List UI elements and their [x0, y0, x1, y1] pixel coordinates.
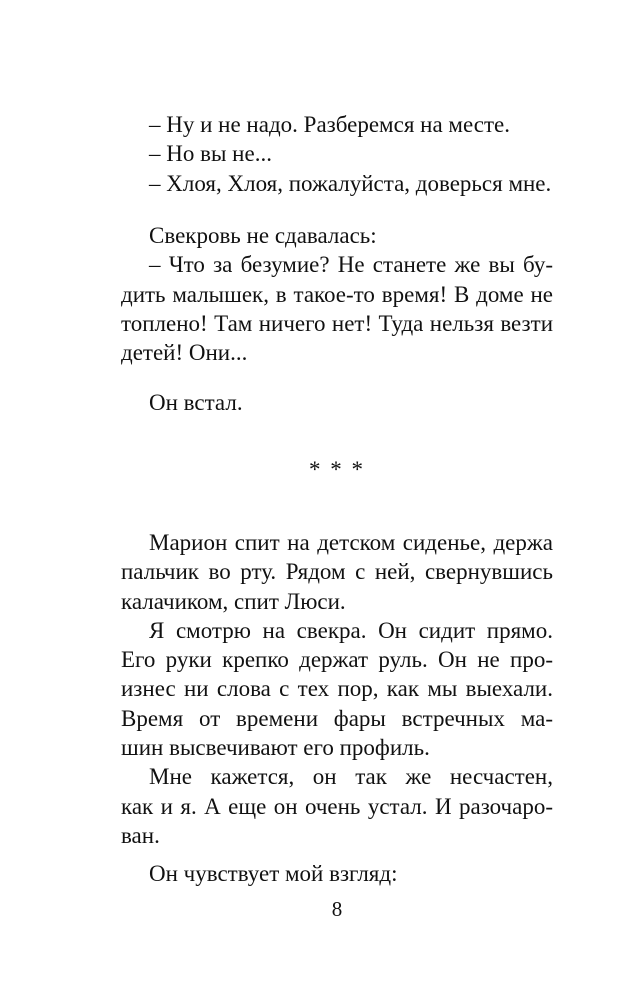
section-separator: * * *: [309, 457, 365, 482]
text-line: – Ну и не надо. Разберемся на месте.: [149, 112, 510, 137]
text-line: шин высвечивают его профиль.: [121, 735, 430, 761]
text-line: изнес ни слова с тех пор, как мы выехали.: [121, 676, 553, 702]
text-line: детей! Они...: [121, 340, 248, 366]
text-line: – Но вы не...: [149, 141, 272, 167]
text-line: – Хлоя, Хлоя, пожалуйста, доверься мне.: [149, 170, 552, 196]
text-line: пальчик во рту. Рядом с ней, свернувшись: [121, 559, 553, 585]
dialogue-block-1: [121, 110, 553, 198]
text-line: Он встал.: [149, 390, 243, 415]
text-line: дить малышек, в такое-то время! В доме не: [121, 281, 553, 307]
text-line: Его руки крепко держат руль. Он не про-: [121, 647, 553, 673]
text-line: как и я. А еще он очень устал. И разочаро-: [121, 793, 553, 819]
page-number: 8: [331, 897, 343, 921]
text-line: топлено! Там ничего нет! Туда нельзя везти: [121, 310, 553, 336]
text-line: Мне кажется, он так же несчастен,: [149, 764, 553, 790]
paragraph-block-4: [121, 528, 553, 850]
text-line: Время от времени фары встречных ма-: [121, 705, 553, 731]
text-line: Марион спит на детском сиденье, держа: [149, 530, 553, 555]
text-line: – Что за безумие? Не станете же вы бу-: [149, 252, 553, 278]
paragraph-block-5: [121, 859, 553, 888]
paragraph-block-2: [121, 221, 553, 367]
paragraph-block-3: [121, 388, 553, 417]
text-line: Свекровь не сдавалась:: [149, 223, 377, 248]
text-line: калачиком, спит Люси.: [121, 588, 346, 614]
text-line: ван.: [121, 822, 160, 848]
text-line: Я смотрю на свекра. Он сидит прямо.: [149, 617, 553, 643]
text-line: Он чувствует мой взгляд:: [149, 861, 398, 886]
